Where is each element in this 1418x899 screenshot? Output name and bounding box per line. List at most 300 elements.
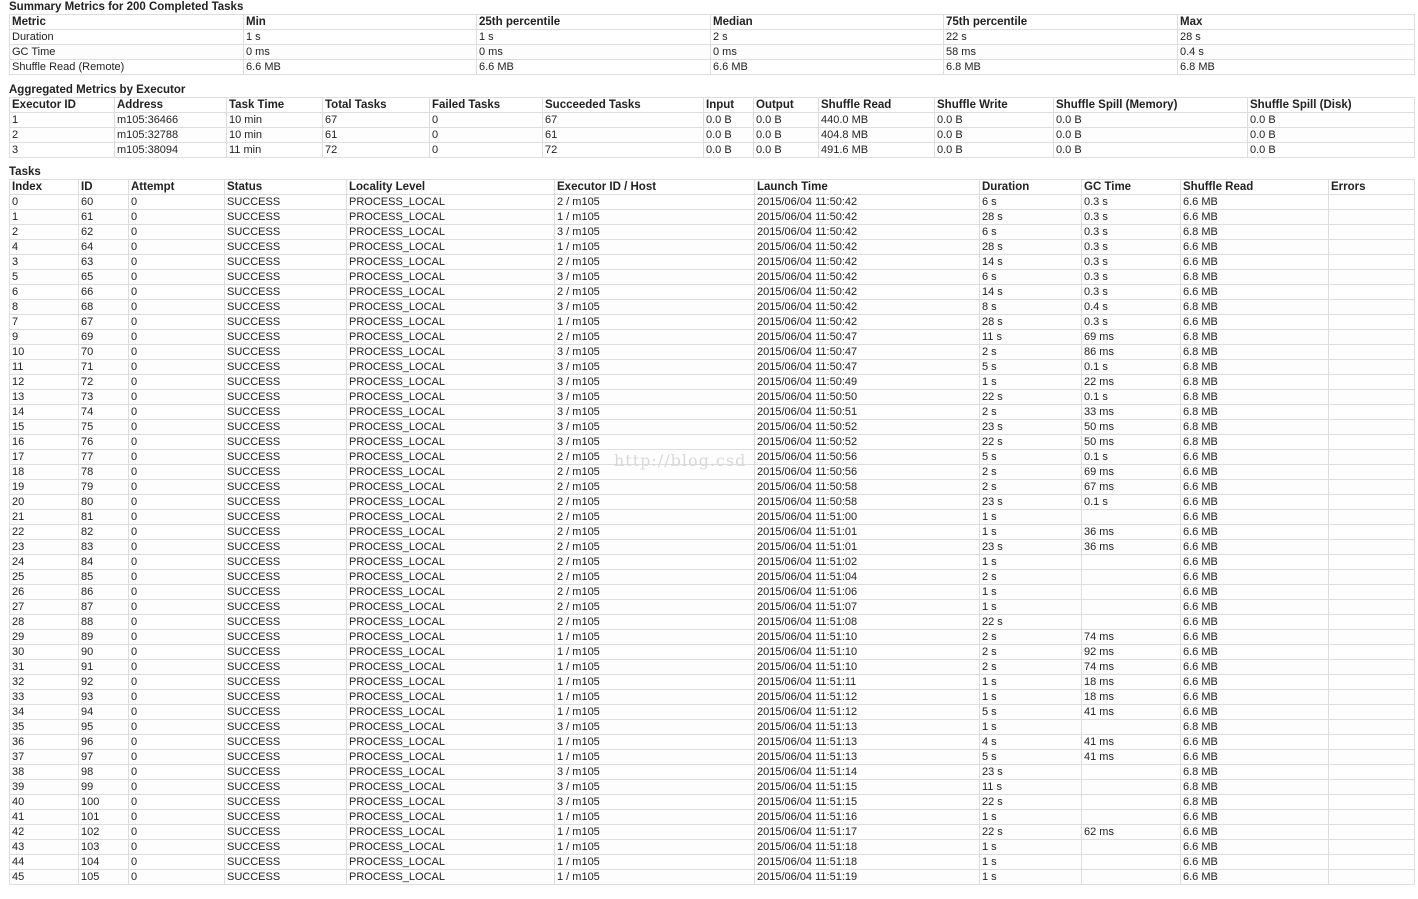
cell-index: 10: [10, 345, 79, 360]
task-row: [10, 615, 1415, 630]
cell-shuffle-read: 6.6 MB: [1181, 705, 1329, 720]
cell-succeeded-tasks: 61: [543, 128, 704, 143]
cell-status: SUCCESS: [225, 765, 347, 780]
cell-attempt: 0: [129, 195, 225, 210]
cell-status: SUCCESS: [225, 285, 347, 300]
cell-shuffle-read: 6.6 MB: [1181, 615, 1329, 630]
task-row: [10, 645, 1415, 660]
cell-duration: 1 s: [980, 525, 1082, 540]
cell-status: SUCCESS: [225, 690, 347, 705]
cell-errors: [1329, 750, 1415, 765]
summary-metrics-table: [9, 14, 1415, 75]
cell-index: 38: [10, 765, 79, 780]
cell-id: 65: [79, 270, 129, 285]
cell-executor-id: 1: [10, 113, 115, 128]
cell-id: 61: [79, 210, 129, 225]
cell-duration: 2 s: [980, 660, 1082, 675]
cell-output: 0.0 B: [754, 128, 819, 143]
cell-executor-id-host: 2 / m105: [555, 555, 755, 570]
cell-index: 14: [10, 405, 79, 420]
column-header-25th-percentile[interactable]: 25th percentile: [477, 15, 711, 30]
cell-launch-time: 2015/06/04 11:51:11: [755, 675, 980, 690]
cell-status: SUCCESS: [225, 510, 347, 525]
column-header-min[interactable]: Min: [244, 15, 477, 30]
cell-locality-level: PROCESS_LOCAL: [347, 600, 555, 615]
cell-index: 2: [10, 225, 79, 240]
cell-shuffle-read: 6.6 MB: [1181, 810, 1329, 825]
cell-executor-id-host: 3 / m105: [555, 420, 755, 435]
cell-index: 22: [10, 525, 79, 540]
cell-index: 3: [10, 255, 79, 270]
column-header-launch-time[interactable]: Launch Time: [755, 180, 980, 195]
cell-index: 0: [10, 195, 79, 210]
cell-launch-time: 2015/06/04 11:50:42: [755, 210, 980, 225]
cell-duration: 2 s: [980, 480, 1082, 495]
cell-executor-id-host: 1 / m105: [555, 750, 755, 765]
cell-launch-time: 2015/06/04 11:51:13: [755, 750, 980, 765]
cell-launch-time: 2015/06/04 11:51:07: [755, 600, 980, 615]
cell-75th-percentile: 22 s: [944, 30, 1178, 45]
cell-locality-level: PROCESS_LOCAL: [347, 300, 555, 315]
cell-index: 1: [10, 210, 79, 225]
tasks-title: Tasks: [9, 166, 41, 178]
column-header-shuffle-spill-memory[interactable]: Shuffle Spill (Memory): [1054, 98, 1248, 113]
cell-shuffle-read: 6.8 MB: [1181, 360, 1329, 375]
cell-executor-id-host: 1 / m105: [555, 210, 755, 225]
cell-index: 31: [10, 660, 79, 675]
cell-locality-level: PROCESS_LOCAL: [347, 285, 555, 300]
cell-min: 1 s: [244, 30, 477, 45]
cell-total-tasks: 61: [323, 128, 430, 143]
cell-index: 28: [10, 615, 79, 630]
cell-status: SUCCESS: [225, 645, 347, 660]
cell-status: SUCCESS: [225, 600, 347, 615]
cell-shuffle-read: 6.8 MB: [1181, 435, 1329, 450]
cell-shuffle-read: 6.8 MB: [1181, 330, 1329, 345]
cell-index: 13: [10, 390, 79, 405]
column-header-attempt[interactable]: Attempt: [129, 180, 225, 195]
cell-errors: [1329, 645, 1415, 660]
cell-id: 75: [79, 420, 129, 435]
cell-executor-id-host: 2 / m105: [555, 570, 755, 585]
cell-launch-time: 2015/06/04 11:50:42: [755, 300, 980, 315]
cell-launch-time: 2015/06/04 11:50:42: [755, 255, 980, 270]
cell-index: 24: [10, 555, 79, 570]
task-row: [10, 675, 1415, 690]
cell-locality-level: PROCESS_LOCAL: [347, 450, 555, 465]
cell-duration: 2 s: [980, 345, 1082, 360]
cell-errors: [1329, 540, 1415, 555]
task-row: [10, 705, 1415, 720]
column-header-errors[interactable]: Errors: [1329, 180, 1415, 195]
cell-gc-time: [1082, 810, 1181, 825]
cell-status: SUCCESS: [225, 750, 347, 765]
cell-gc-time: [1082, 615, 1181, 630]
task-row: [10, 390, 1415, 405]
cell-index: 20: [10, 495, 79, 510]
tasks-table: [9, 179, 1415, 885]
cell-id: 101: [79, 810, 129, 825]
column-header-shuffle-read[interactable]: Shuffle Read: [819, 98, 935, 113]
cell-id: 103: [79, 840, 129, 855]
cell-gc-time: [1082, 780, 1181, 795]
column-header-gc-time[interactable]: GC Time: [1082, 180, 1181, 195]
cell-shuffle-read: 6.6 MB: [1181, 645, 1329, 660]
cell-gc-time: 62 ms: [1082, 825, 1181, 840]
cell-launch-time: 2015/06/04 11:51:17: [755, 825, 980, 840]
cell-launch-time: 2015/06/04 11:51:18: [755, 840, 980, 855]
cell-attempt: 0: [129, 210, 225, 225]
executor-row: [10, 113, 1415, 128]
cell-index: 30: [10, 645, 79, 660]
cell-gc-time: 0.3 s: [1082, 255, 1181, 270]
task-row: [10, 555, 1415, 570]
cell-executor-id-host: 3 / m105: [555, 360, 755, 375]
cell-duration: 28 s: [980, 240, 1082, 255]
cell-attempt: 0: [129, 330, 225, 345]
cell-launch-time: 2015/06/04 11:51:02: [755, 555, 980, 570]
cell-id: 66: [79, 285, 129, 300]
cell-launch-time: 2015/06/04 11:50:52: [755, 420, 980, 435]
cell-locality-level: PROCESS_LOCAL: [347, 615, 555, 630]
cell-locality-level: PROCESS_LOCAL: [347, 630, 555, 645]
column-header-75th-percentile[interactable]: 75th percentile: [944, 15, 1178, 30]
cell-attempt: 0: [129, 705, 225, 720]
cell-id: 73: [79, 390, 129, 405]
cell-locality-level: PROCESS_LOCAL: [347, 420, 555, 435]
cell-index: 23: [10, 540, 79, 555]
cell-locality-level: PROCESS_LOCAL: [347, 495, 555, 510]
cell-attempt: 0: [129, 225, 225, 240]
task-row: [10, 525, 1415, 540]
cell-index: 17: [10, 450, 79, 465]
cell-gc-time: [1082, 570, 1181, 585]
cell-errors: [1329, 285, 1415, 300]
cell-gc-time: 86 ms: [1082, 345, 1181, 360]
column-header-input[interactable]: Input: [704, 98, 754, 113]
cell-status: SUCCESS: [225, 630, 347, 645]
column-header-locality-level[interactable]: Locality Level: [347, 180, 555, 195]
cell-executor-id-host: 1 / m105: [555, 675, 755, 690]
task-row: [10, 315, 1415, 330]
cell-id: 95: [79, 720, 129, 735]
cell-id: 79: [79, 480, 129, 495]
cell-locality-level: PROCESS_LOCAL: [347, 780, 555, 795]
cell-executor-id-host: 3 / m105: [555, 435, 755, 450]
cell-id: 62: [79, 225, 129, 240]
cell-index: 44: [10, 855, 79, 870]
column-header-id[interactable]: ID: [79, 180, 129, 195]
cell-index: 15: [10, 420, 79, 435]
cell-shuffle-read: 6.8 MB: [1181, 420, 1329, 435]
cell-status: SUCCESS: [225, 360, 347, 375]
task-row: [10, 825, 1415, 840]
cell-shuffle-read: 6.6 MB: [1181, 585, 1329, 600]
cell-shuffle-spill-disk: 0.0 B: [1248, 113, 1415, 128]
cell-locality-level: PROCESS_LOCAL: [347, 465, 555, 480]
column-header-address[interactable]: Address: [115, 98, 227, 113]
cell-attempt: 0: [129, 450, 225, 465]
task-row: [10, 270, 1415, 285]
cell-attempt: 0: [129, 480, 225, 495]
task-row: [10, 765, 1415, 780]
cell-duration: 1 s: [980, 855, 1082, 870]
stage-detail-page: [9, 0, 1414, 885]
cell-shuffle-read: 6.6 MB: [1181, 195, 1329, 210]
cell-executor-id-host: 2 / m105: [555, 615, 755, 630]
cell-shuffle-read: 6.8 MB: [1181, 795, 1329, 810]
cell-status: SUCCESS: [225, 660, 347, 675]
cell-status: SUCCESS: [225, 375, 347, 390]
cell-launch-time: 2015/06/04 11:51:01: [755, 540, 980, 555]
cell-duration: 22 s: [980, 615, 1082, 630]
cell-status: SUCCESS: [225, 555, 347, 570]
cell-duration: 1 s: [980, 510, 1082, 525]
cell-gc-time: 36 ms: [1082, 525, 1181, 540]
cell-shuffle-read: 6.6 MB: [1181, 660, 1329, 675]
cell-launch-time: 2015/06/04 11:50:58: [755, 480, 980, 495]
summary-metrics-section: [9, 0, 1414, 75]
cell-attempt: 0: [129, 675, 225, 690]
cell-index: 36: [10, 735, 79, 750]
cell-gc-time: 41 ms: [1082, 735, 1181, 750]
summary-body: [10, 30, 1415, 75]
cell-gc-time: [1082, 510, 1181, 525]
cell-id: 89: [79, 630, 129, 645]
task-row: [10, 210, 1415, 225]
tasks-header-row: [10, 180, 1415, 195]
cell-index: 9: [10, 330, 79, 345]
task-row: [10, 720, 1415, 735]
cell-launch-time: 2015/06/04 11:51:12: [755, 690, 980, 705]
cell-status: SUCCESS: [225, 780, 347, 795]
cell-duration: 23 s: [980, 420, 1082, 435]
cell-shuffle-spill-disk: 0.0 B: [1248, 128, 1415, 143]
task-row: [10, 810, 1415, 825]
cell-index: 27: [10, 600, 79, 615]
cell-launch-time: 2015/06/04 11:51:18: [755, 855, 980, 870]
cell-gc-time: 0.3 s: [1082, 195, 1181, 210]
column-header-max[interactable]: Max: [1178, 15, 1415, 30]
cell-gc-time: [1082, 585, 1181, 600]
cell-gc-time: 67 ms: [1082, 480, 1181, 495]
tasks-section: [9, 165, 1414, 885]
cell-gc-time: 0.1 s: [1082, 360, 1181, 375]
cell-id: 83: [79, 540, 129, 555]
cell-id: 99: [79, 780, 129, 795]
cell-locality-level: PROCESS_LOCAL: [347, 750, 555, 765]
cell-gc-time: 0.1 s: [1082, 450, 1181, 465]
cell-locality-level: PROCESS_LOCAL: [347, 720, 555, 735]
task-row: [10, 870, 1415, 885]
cell-errors: [1329, 210, 1415, 225]
cell-gc-time: 0.3 s: [1082, 285, 1181, 300]
cell-task-time: 10 min: [227, 113, 323, 128]
cell-shuffle-write: 0.0 B: [935, 113, 1054, 128]
task-row: [10, 435, 1415, 450]
cell-id: 105: [79, 870, 129, 885]
cell-shuffle-read: 6.6 MB: [1181, 210, 1329, 225]
cell-id: 69: [79, 330, 129, 345]
cell-gc-time: [1082, 765, 1181, 780]
cell-executor-id-host: 3 / m105: [555, 345, 755, 360]
cell-25th-percentile: 1 s: [477, 30, 711, 45]
cell-executor-id-host: 1 / m105: [555, 660, 755, 675]
cell-index: 29: [10, 630, 79, 645]
column-header-executor-id[interactable]: Executor ID: [10, 98, 115, 113]
cell-errors: [1329, 510, 1415, 525]
cell-gc-time: 18 ms: [1082, 690, 1181, 705]
cell-id: 72: [79, 375, 129, 390]
cell-duration: 11 s: [980, 780, 1082, 795]
cell-duration: 6 s: [980, 195, 1082, 210]
cell-gc-time: 41 ms: [1082, 705, 1181, 720]
column-header-median[interactable]: Median: [711, 15, 944, 30]
cell-gc-time: [1082, 795, 1181, 810]
cell-gc-time: 74 ms: [1082, 660, 1181, 675]
task-row: [10, 285, 1415, 300]
cell-duration: 1 s: [980, 720, 1082, 735]
cell-attempt: 0: [129, 570, 225, 585]
cell-index: 19: [10, 480, 79, 495]
cell-25th-percentile: 6.6 MB: [477, 60, 711, 75]
cell-errors: [1329, 450, 1415, 465]
cell-locality-level: PROCESS_LOCAL: [347, 255, 555, 270]
cell-index: 7: [10, 315, 79, 330]
cell-attempt: 0: [129, 645, 225, 660]
cell-id: 60: [79, 195, 129, 210]
cell-duration: 22 s: [980, 795, 1082, 810]
cell-id: 77: [79, 450, 129, 465]
task-row: [10, 630, 1415, 645]
cell-launch-time: 2015/06/04 11:51:00: [755, 510, 980, 525]
cell-id: 70: [79, 345, 129, 360]
cell-attempt: 0: [129, 390, 225, 405]
summary-metrics-title: Summary Metrics for 200 Completed Tasks: [9, 1, 244, 13]
cell-gc-time: 50 ms: [1082, 435, 1181, 450]
cell-id: 94: [79, 705, 129, 720]
cell-locality-level: PROCESS_LOCAL: [347, 540, 555, 555]
cell-status: SUCCESS: [225, 735, 347, 750]
cell-executor-id-host: 1 / m105: [555, 810, 755, 825]
column-header-failed-tasks[interactable]: Failed Tasks: [430, 98, 543, 113]
column-header-shuffle-read[interactable]: Shuffle Read: [1181, 180, 1329, 195]
task-row: [10, 690, 1415, 705]
cell-locality-level: PROCESS_LOCAL: [347, 585, 555, 600]
column-header-duration[interactable]: Duration: [980, 180, 1082, 195]
cell-gc-time: 36 ms: [1082, 540, 1181, 555]
cell-attempt: 0: [129, 360, 225, 375]
task-row: [10, 300, 1415, 315]
cell-locality-level: PROCESS_LOCAL: [347, 825, 555, 840]
cell-status: SUCCESS: [225, 420, 347, 435]
cell-gc-time: [1082, 855, 1181, 870]
cell-executor-id-host: 1 / m105: [555, 855, 755, 870]
cell-launch-time: 2015/06/04 11:51:04: [755, 570, 980, 585]
cell-launch-time: 2015/06/04 11:50:51: [755, 405, 980, 420]
cell-failed-tasks: 0: [430, 113, 543, 128]
column-header-index[interactable]: Index: [10, 180, 79, 195]
column-header-output[interactable]: Output: [754, 98, 819, 113]
cell-duration: 22 s: [980, 435, 1082, 450]
task-row: [10, 495, 1415, 510]
cell-executor-id-host: 1 / m105: [555, 825, 755, 840]
cell-status: SUCCESS: [225, 300, 347, 315]
cell-id: 98: [79, 765, 129, 780]
cell-locality-level: PROCESS_LOCAL: [347, 795, 555, 810]
column-header-task-time[interactable]: Task Time: [227, 98, 323, 113]
cell-gc-time: [1082, 840, 1181, 855]
cell-shuffle-read: 6.6 MB: [1181, 495, 1329, 510]
cell-attempt: 0: [129, 840, 225, 855]
cell-errors: [1329, 360, 1415, 375]
cell-gc-time: 18 ms: [1082, 675, 1181, 690]
cell-duration: 5 s: [980, 450, 1082, 465]
cell-duration: 1 s: [980, 555, 1082, 570]
cell-executor-id-host: 3 / m105: [555, 780, 755, 795]
executor-row: [10, 128, 1415, 143]
cell-status: SUCCESS: [225, 795, 347, 810]
column-header-executor-id-host[interactable]: Executor ID / Host: [555, 180, 755, 195]
cell-shuffle-read: 6.8 MB: [1181, 765, 1329, 780]
cell-index: 42: [10, 825, 79, 840]
column-header-shuffle-write[interactable]: Shuffle Write: [935, 98, 1054, 113]
task-row: [10, 345, 1415, 360]
cell-gc-time: [1082, 555, 1181, 570]
cell-metric: Shuffle Read (Remote): [10, 60, 244, 75]
cell-shuffle-spill-memory: 0.0 B: [1054, 128, 1248, 143]
cell-address: m105:32788: [115, 128, 227, 143]
cell-locality-level: PROCESS_LOCAL: [347, 675, 555, 690]
cell-errors: [1329, 720, 1415, 735]
cell-shuffle-read: 6.6 MB: [1181, 690, 1329, 705]
cell-status: SUCCESS: [225, 450, 347, 465]
cell-attempt: 0: [129, 435, 225, 450]
cell-errors: [1329, 555, 1415, 570]
cell-locality-level: PROCESS_LOCAL: [347, 480, 555, 495]
column-header-shuffle-spill-disk[interactable]: Shuffle Spill (Disk): [1248, 98, 1415, 113]
cell-gc-time: [1082, 600, 1181, 615]
cell-id: 86: [79, 585, 129, 600]
cell-index: 4: [10, 240, 79, 255]
cell-shuffle-read: 6.6 MB: [1181, 870, 1329, 885]
column-header-total-tasks[interactable]: Total Tasks: [323, 98, 430, 113]
cell-duration: 5 s: [980, 750, 1082, 765]
cell-status: SUCCESS: [225, 315, 347, 330]
cell-attempt: 0: [129, 315, 225, 330]
cell-errors: [1329, 240, 1415, 255]
cell-index: 21: [10, 510, 79, 525]
cell-launch-time: 2015/06/04 11:51:13: [755, 735, 980, 750]
cell-status: SUCCESS: [225, 270, 347, 285]
cell-attempt: 0: [129, 735, 225, 750]
cell-launch-time: 2015/06/04 11:51:10: [755, 630, 980, 645]
cell-shuffle-read: 6.6 MB: [1181, 285, 1329, 300]
cell-locality-level: PROCESS_LOCAL: [347, 360, 555, 375]
cell-launch-time: 2015/06/04 11:51:16: [755, 810, 980, 825]
cell-status: SUCCESS: [225, 240, 347, 255]
cell-index: 43: [10, 840, 79, 855]
cell-index: 5: [10, 270, 79, 285]
cell-shuffle-read: 6.8 MB: [1181, 405, 1329, 420]
cell-errors: [1329, 675, 1415, 690]
cell-attempt: 0: [129, 540, 225, 555]
cell-duration: 1 s: [980, 690, 1082, 705]
column-header-status[interactable]: Status: [225, 180, 347, 195]
column-header-succeeded-tasks[interactable]: Succeeded Tasks: [543, 98, 704, 113]
column-header-metric[interactable]: Metric: [10, 15, 244, 30]
cell-launch-time: 2015/06/04 11:51:10: [755, 645, 980, 660]
